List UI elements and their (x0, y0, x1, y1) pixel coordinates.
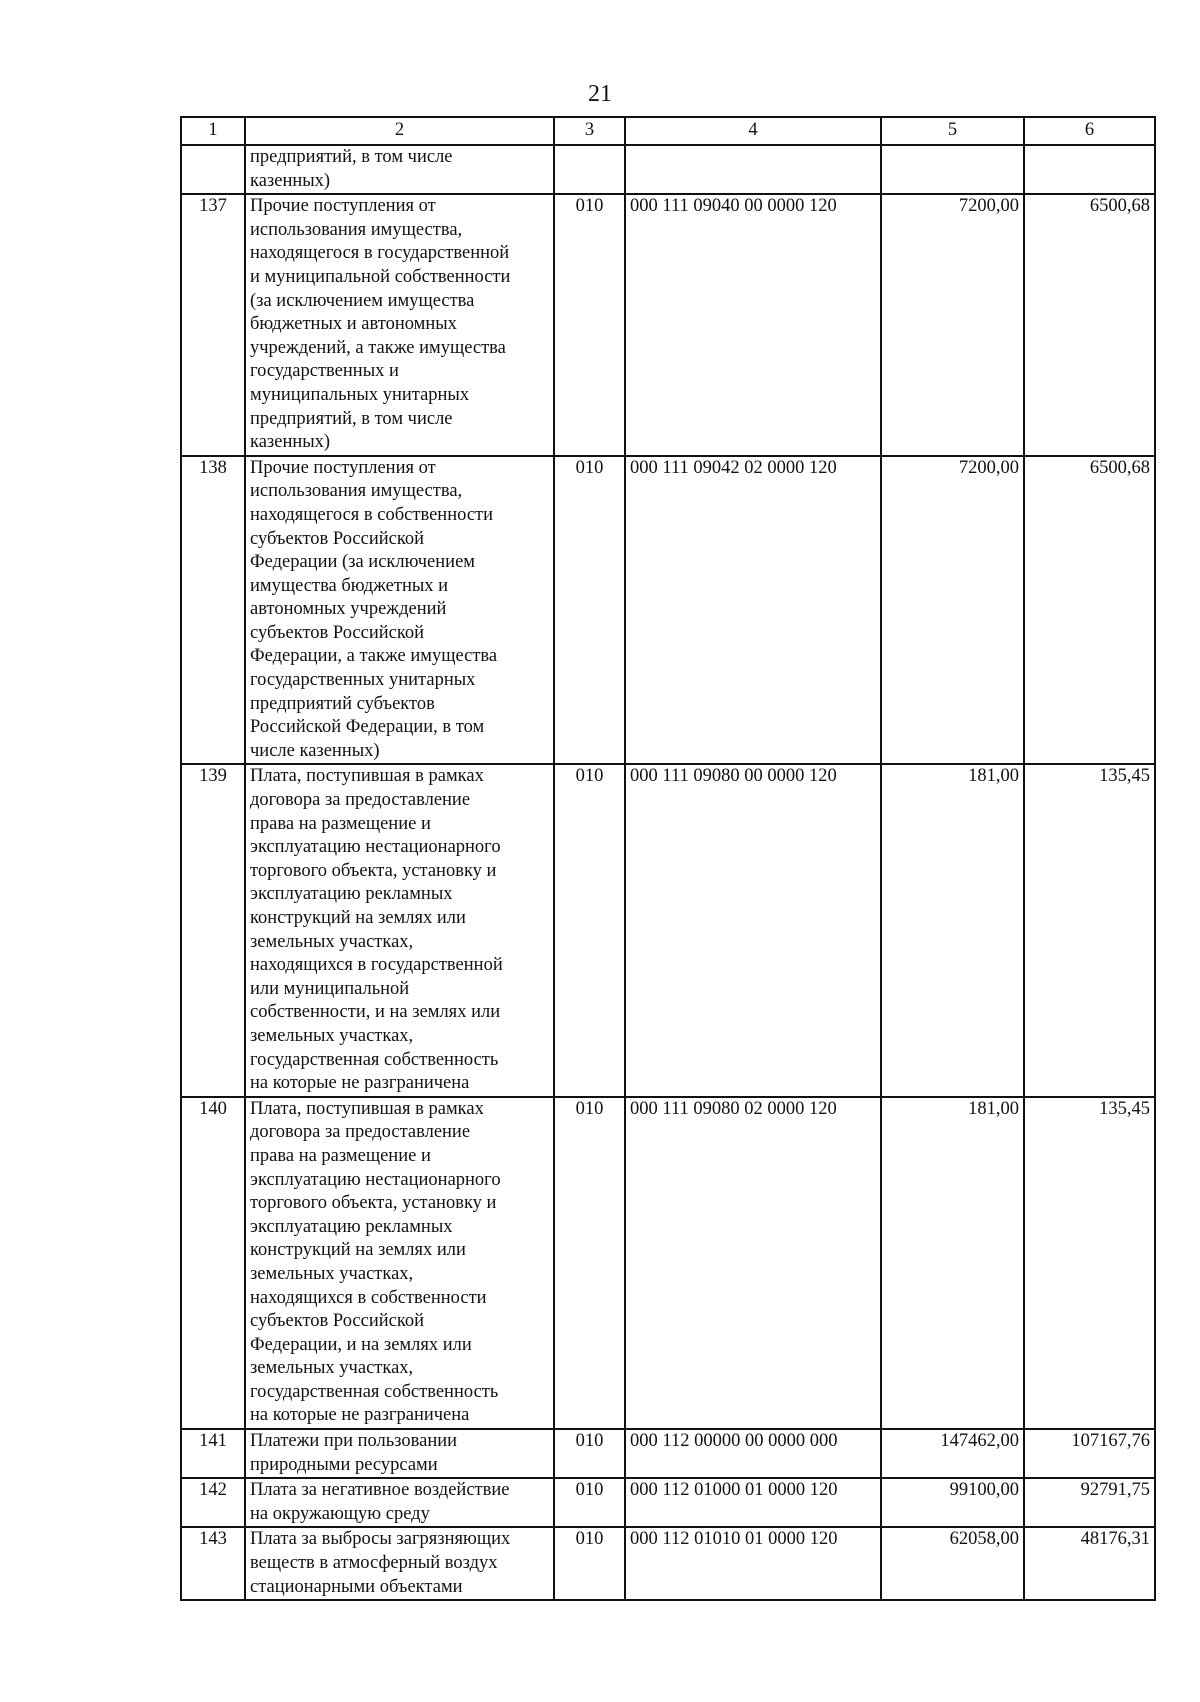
header-col-2: 2 (245, 117, 554, 145)
row-name (245, 145, 554, 194)
row-name-line: муниципальных унитарных (250, 384, 470, 405)
row-budget-code: 000 112 01010 01 0000 120 (625, 1527, 881, 1600)
row-name-line: торгового объекта, установку и (250, 1193, 497, 1214)
row-name-line: предприятий субъектов (250, 693, 435, 714)
row-name-line: Российской Федерации, в том (250, 717, 485, 738)
row-name-line: учреждений, а также имущества (250, 337, 506, 358)
row-number: 141 (181, 1429, 245, 1478)
row-actual-amount: 92791,75 (1024, 1478, 1155, 1527)
row-admin-code: 010 (554, 194, 625, 456)
row-name-line: и муниципальной собственности (250, 266, 511, 287)
revenue-table (180, 116, 1156, 1601)
header-col-5: 5 (881, 117, 1024, 145)
row-budget-code: 000 111 09040 00 0000 120 (625, 194, 881, 456)
table-row (181, 1478, 1155, 1527)
row-name-line: предприятий, в том числе (250, 408, 453, 429)
row-name-line: эксплуатацию рекламных (250, 884, 453, 905)
row-name-line: торгового объекта, установку и (250, 860, 497, 881)
row-name-line: использования имущества, (250, 481, 463, 502)
row-number: 140 (181, 1097, 245, 1429)
row-name-line: использования имущества, (250, 219, 463, 240)
row-name-line: предприятий, в том числе (250, 147, 453, 167)
row-plan-amount: 99100,00 (881, 1478, 1024, 1527)
table-row (181, 1097, 1155, 1429)
table-row (181, 1527, 1155, 1600)
row-name-line: Прочие поступления от (250, 196, 436, 217)
row-name (245, 1429, 554, 1478)
row-name-line: (за исключением имущества (250, 290, 475, 311)
table-row (181, 145, 1155, 194)
row-name-line: государственная собственность (250, 1381, 499, 1402)
row-name-line: Федерации, и на землях или (250, 1334, 472, 1355)
header-col-4: 4 (625, 117, 881, 145)
row-name-line: природными ресурсами (250, 1454, 438, 1475)
row-plan-amount: 181,00 (881, 1097, 1024, 1429)
row-name-line: числе казенных) (250, 740, 380, 761)
row-name-line: договора за предоставление (250, 1122, 471, 1143)
row-name-line: права на размещение и (250, 813, 431, 834)
row-name-line: казенных) (250, 170, 331, 191)
row-budget-code: 000 111 09080 02 0000 120 (625, 1097, 881, 1429)
row-admin-code: 010 (554, 1429, 625, 1478)
row-plan-amount: 7200,00 (881, 456, 1024, 765)
row-name (245, 456, 554, 765)
table-row (181, 1429, 1155, 1478)
page-number: 21 (588, 81, 612, 107)
row-actual-amount (1024, 145, 1155, 194)
row-name-line: земельных участках, (250, 1025, 414, 1046)
row-name-line: субъектов Российской (250, 622, 425, 643)
row-name (245, 1478, 554, 1527)
row-actual-amount: 48176,31 (1024, 1527, 1155, 1600)
row-admin-code: 010 (554, 1527, 625, 1600)
row-admin-code: 010 (554, 1097, 625, 1429)
row-name-line: на которые не разграничена (250, 1405, 470, 1426)
row-name (245, 764, 554, 1096)
row-name-line: бюджетных и автономных (250, 314, 457, 335)
table-row (181, 194, 1155, 456)
row-number: 137 (181, 194, 245, 456)
row-name-line: Платежи при пользовании (250, 1431, 458, 1452)
row-name-line: государственных унитарных (250, 670, 476, 691)
table-row (181, 456, 1155, 765)
row-name-line: находящихся в государственной (250, 955, 503, 976)
table-row (181, 764, 1155, 1096)
row-name-line: конструкций на землях или (250, 1240, 466, 1261)
row-name (245, 1097, 554, 1429)
row-admin-code: 010 (554, 456, 625, 765)
row-name-line: стационарными объектами (250, 1576, 463, 1597)
row-actual-amount: 6500,68 (1024, 456, 1155, 765)
row-name-line: на окружающую среду (250, 1503, 430, 1524)
row-name-line: права на размещение и (250, 1145, 431, 1166)
row-name-line: находящегося в государственной (250, 243, 510, 264)
row-admin-code (554, 145, 625, 194)
row-budget-code: 000 112 01000 01 0000 120 (625, 1478, 881, 1527)
row-number (181, 145, 245, 194)
row-name (245, 194, 554, 456)
row-number: 139 (181, 764, 245, 1096)
row-name-line: государственных и (250, 361, 399, 382)
row-name-line: Плата, поступившая в рамках (250, 1098, 484, 1119)
table-body (181, 145, 1155, 1600)
row-name-line: Прочие поступления от (250, 457, 436, 478)
row-actual-amount: 135,45 (1024, 764, 1155, 1096)
row-number: 143 (181, 1527, 245, 1600)
row-budget-code: 000 112 00000 00 0000 000 (625, 1429, 881, 1478)
row-name-line: Плата, поступившая в рамках (250, 766, 484, 787)
row-name-line: субъектов Российской (250, 1311, 425, 1332)
row-plan-amount: 7200,00 (881, 194, 1024, 456)
row-budget-code (625, 145, 881, 194)
row-name-line: Федерации, а также имущества (250, 646, 498, 667)
header-col-1: 1 (181, 117, 245, 145)
row-name-line: конструкций на землях или (250, 908, 466, 928)
table-header-row (181, 117, 1155, 145)
row-name-line: эксплуатацию рекламных (250, 1216, 453, 1237)
row-actual-amount: 107167,76 (1024, 1429, 1155, 1478)
row-budget-code: 000 111 09042 02 0000 120 (625, 456, 881, 765)
row-name-line: земельных участках, (250, 931, 414, 952)
row-name-line: находящихся в собственности (250, 1287, 487, 1308)
row-name-line: казенных) (250, 432, 331, 453)
row-plan-amount: 147462,00 (881, 1429, 1024, 1478)
row-number: 142 (181, 1478, 245, 1527)
row-budget-code: 000 111 09080 00 0000 120 (625, 764, 881, 1096)
row-plan-amount: 181,00 (881, 764, 1024, 1096)
row-name-line: государственная собственность (250, 1049, 499, 1070)
row-actual-amount: 135,45 (1024, 1097, 1155, 1429)
row-name (245, 1527, 554, 1600)
row-number: 138 (181, 456, 245, 765)
row-name-line: эксплуатацию нестационарного (250, 1169, 501, 1190)
row-admin-code: 010 (554, 1478, 625, 1527)
header-col-6: 6 (1024, 117, 1155, 145)
row-name-line: находящегося в собственности (250, 504, 494, 525)
row-admin-code: 010 (554, 764, 625, 1096)
row-actual-amount: 6500,68 (1024, 194, 1155, 456)
row-name-line: имущества бюджетных и (250, 575, 449, 596)
row-name-line: автономных учреждений (250, 599, 447, 620)
row-name-line: договора за предоставление (250, 790, 471, 811)
row-name-line: на которые не разграничена (250, 1073, 470, 1094)
row-name-line: собственности, и на землях или (250, 1002, 501, 1023)
row-name-line: эксплуатацию нестационарного (250, 837, 501, 858)
row-name-line: Плата за выбросы загрязняющих (250, 1529, 511, 1550)
row-name-line: Федерации (за исключением (250, 552, 475, 573)
row-name-line: земельных участках, (250, 1358, 414, 1379)
row-name-line: субъектов Российской (250, 528, 425, 549)
row-name-line: или муниципальной (250, 978, 410, 999)
row-plan-amount (881, 145, 1024, 194)
row-name-line: земельных участках, (250, 1263, 414, 1284)
row-name-line: веществ в атмосферный воздух (250, 1553, 498, 1574)
row-name-line: Плата за негативное воздействие (250, 1480, 510, 1501)
row-plan-amount: 62058,00 (881, 1527, 1024, 1600)
header-col-3: 3 (554, 117, 625, 145)
